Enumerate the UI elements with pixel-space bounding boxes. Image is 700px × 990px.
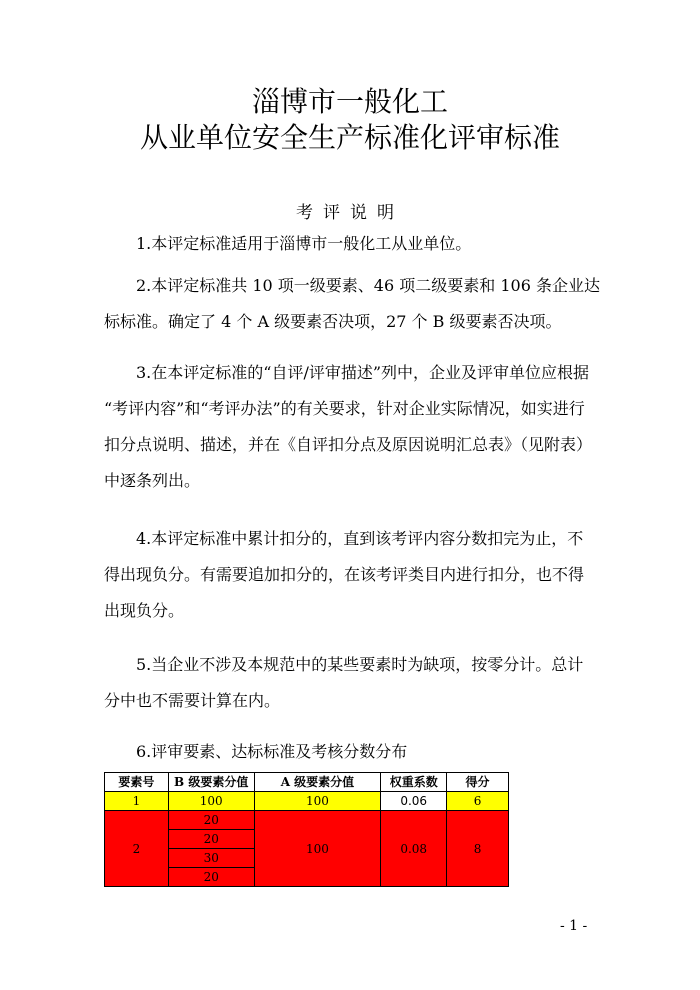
cell-weight: 0.08 (381, 811, 447, 887)
table-row (105, 792, 509, 811)
cell-weight: 0.06 (381, 792, 447, 811)
paragraph-1 (104, 226, 601, 262)
document-title-line1: 淄博市一般化工 (251, 85, 448, 118)
cell-b-score: 20 (168, 868, 254, 887)
cell-element-no: 1 (105, 792, 169, 811)
paragraph-2 (104, 268, 601, 340)
cell-b-score: 20 (168, 830, 254, 849)
cell-element-no: 2 (105, 811, 169, 887)
document-title-line2: 从业单位安全生产标准化评审标准 (139, 121, 560, 154)
paragraph-line: “考评内容”和“考评办法”的有关要求，针对企业实际情况，如实进行 (104, 399, 585, 418)
paragraph-line: 分中也不需要计算在内。 (104, 691, 281, 710)
paragraph-line: 4.本评定标准中累计扣分的，直到该考评内容分数扣完为止，不 (136, 529, 584, 548)
cell-score: 8 (447, 811, 509, 887)
page-number: - 1 - (560, 918, 588, 934)
cell-b-score: 30 (168, 849, 254, 868)
paragraph-line: 中逐条列出。 (104, 471, 201, 490)
paragraph-6 (104, 734, 601, 770)
paragraph-line: 6.评审要素、达标标准及考核分数分布 (136, 742, 408, 761)
paragraph-line: 2.本评定标准共 10 项一级要素、46 项二级要素和 106 条企业达 (136, 276, 600, 295)
paragraph-line: 扣分点说明、描述，并在《自评扣分点及原因说明汇总表》（见附表） (104, 435, 593, 454)
paragraph-3 (104, 355, 601, 499)
paragraph-line: 出现负分。 (104, 601, 185, 620)
table-header-row (105, 773, 509, 792)
cell-a-score: 100 (254, 811, 381, 887)
paragraph-line: 标标准。确定了 4 个 A 级要素否决项，27 个 B 级要素否决项。 (104, 312, 562, 331)
cell-b-score: 100 (168, 792, 254, 811)
section-heading: 考评说明 (296, 203, 404, 223)
cell-b-score: 20 (168, 811, 254, 830)
header-b-score: B 级要素分值 (168, 773, 254, 792)
paragraph-line: 3.在本评定标准的“自评/评审描述”列中，企业及评审单位应根据 (136, 363, 590, 382)
paragraph-line: 得出现负分。有需要追加扣分的，在该考评类目内进行扣分，也不得 (104, 565, 585, 584)
score-distribution-table (104, 772, 509, 887)
paragraph-line: 5.当企业不涉及本规范中的某些要素时为缺项，按零分计。总计 (136, 655, 584, 674)
header-score: 得分 (447, 773, 509, 792)
header-weight: 权重系数 (381, 773, 447, 792)
table-row (105, 811, 509, 830)
header-a-score: A 级要素分值 (254, 773, 381, 792)
cell-score: 6 (447, 792, 509, 811)
header-element-no: 要素号 (105, 773, 169, 792)
paragraph-line: 1.本评定标准适用于淄博市一般化工从业单位。 (136, 234, 472, 253)
cell-a-score: 100 (254, 792, 381, 811)
paragraph-5 (104, 647, 601, 719)
paragraph-4 (104, 521, 601, 629)
